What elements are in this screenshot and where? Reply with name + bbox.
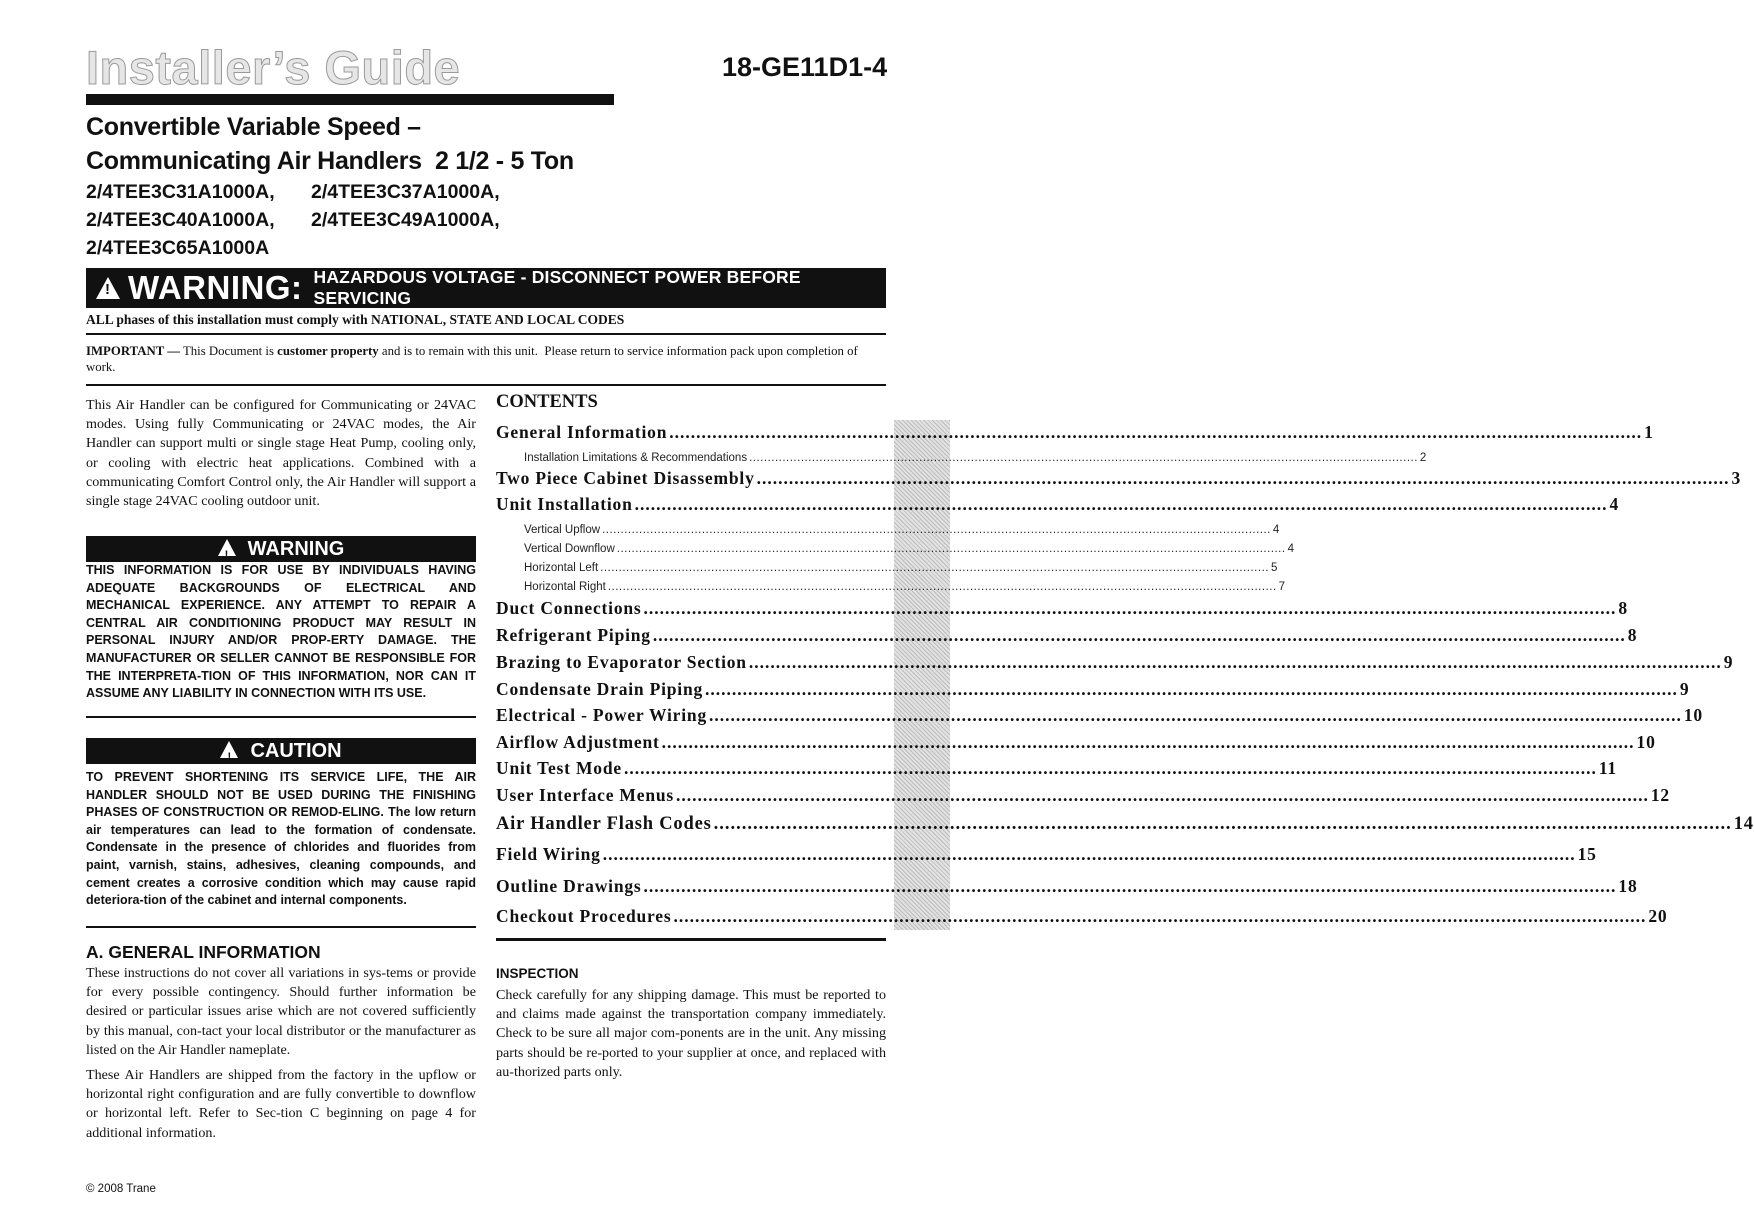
toc-entry-page: 1 xyxy=(1644,422,1654,442)
toc-entry[interactable] xyxy=(496,494,1620,515)
toc-leader-dots: ..................................................................................................................................................................................... xyxy=(713,814,1732,834)
product-title-line-1: Convertible Variable Speed – xyxy=(86,113,421,141)
warning-banner-text: HAZARDOUS VOLTAGE - DISCONNECT POWER BEFORE SERVICING xyxy=(313,267,801,308)
warning-box-title: WARNING xyxy=(247,538,345,560)
warning-banner-title: WARNING: xyxy=(128,269,303,306)
toc-subentry[interactable] xyxy=(496,524,1280,536)
toc-entry-label: Airflow Adjustment xyxy=(496,732,660,752)
warning-triangle-icon xyxy=(218,539,236,556)
toc-entry-page: 8 xyxy=(1618,598,1628,618)
toc-entry[interactable] xyxy=(496,468,1742,489)
toc-entry-label: Horizontal Right xyxy=(524,581,606,593)
toc-leader-dots: ..................................................................................................................................................................................... xyxy=(607,581,1277,593)
document-number: 18-GE11D1-4 xyxy=(722,52,888,82)
model-row xyxy=(86,234,500,262)
divider xyxy=(86,716,476,718)
toc-entry-label: Vertical Downflow xyxy=(524,543,615,555)
toc-entry-page: 10 xyxy=(1683,705,1703,725)
toc-entry-label: Horizontal Left xyxy=(524,562,599,574)
toc-leader-dots: ..................................................................................................................................................................................... xyxy=(634,494,1608,514)
toc-entry[interactable] xyxy=(496,652,1734,673)
toc-entry-page: 18 xyxy=(1618,876,1638,896)
toc-leader-dots: ..................................................................................................................................................................................... xyxy=(643,876,1617,896)
toc-entry-page: 8 xyxy=(1627,625,1638,645)
model-number: 2/4TEE3C49A1000A, xyxy=(311,209,500,231)
inspection-heading: INSPECTION xyxy=(496,966,579,981)
toc-entry-page: 9 xyxy=(1723,652,1734,672)
caution-box-title: CAUTION xyxy=(250,740,342,762)
warning-triangle-icon xyxy=(96,277,120,299)
toc-entry[interactable] xyxy=(496,876,1638,897)
model-list xyxy=(86,178,500,262)
toc-leader-dots: ..................................................................................................................................................................................... xyxy=(748,652,1722,672)
toc-leader-dots: ..................................................................................................................................................................................... xyxy=(709,705,1682,725)
toc-entry-page: 4 xyxy=(1272,524,1280,536)
toc-entry-label: Unit Installation xyxy=(496,494,633,514)
contents-title: CONTENTS xyxy=(496,392,598,412)
toc-entry-label: Outline Drawings xyxy=(496,876,642,896)
toc-entry[interactable] xyxy=(496,814,1754,835)
important-emphasis: customer property xyxy=(277,344,379,358)
important-text: This Document is xyxy=(180,344,278,358)
model-row xyxy=(86,206,500,234)
model-number: 2/4TEE3C31A1000A, xyxy=(86,181,275,203)
toc-entry-label: Brazing to Evaporator Section xyxy=(496,652,747,672)
important-text: and is to remain with this unit. Please return to service information pack upon completion of work. xyxy=(86,344,861,374)
toc-entry-page: 11 xyxy=(1598,758,1617,778)
toc-entry[interactable] xyxy=(496,844,1597,865)
toc-entry[interactable] xyxy=(496,758,1617,779)
toc-leader-dots: ..................................................................................................................................................................................... xyxy=(643,598,1617,618)
toc-leader-dots: ..................................................................................................................................................................................... xyxy=(705,679,1678,699)
caution-box-text: TO PREVENT SHORTENING ITS SERVICE LIFE, THE AIR HANDLER SHOULD NOT BE USED DURING THE FINISHING PHASES OF CONSTRUCTION OR REMOD-ELING. The low return air temperatures can lead to the formation of condensate. Condensate in the presence of chlorides and fluorides from paint, varnish, stains, adhesives, cleaning compounds, and cement creates a corrosive condition which may cause rapid deteriora-tion of the cabinet and internal components. xyxy=(86,770,476,908)
toc-entry-label: Installation Limitations & Recommendations xyxy=(524,452,748,464)
toc-entry-label: Unit Test Mode xyxy=(496,758,622,778)
toc-entry-label: User Interface Menus xyxy=(496,785,674,805)
section-body xyxy=(86,964,476,1149)
toc-subentry[interactable] xyxy=(496,581,1286,593)
toc-entry-page: 15 xyxy=(1577,844,1597,864)
toc-leader-dots: ..................................................................................................................................................................................... xyxy=(676,785,1649,805)
toc-leader-dots: ..................................................................................................................................................................................... xyxy=(616,543,1286,555)
warning-banner xyxy=(86,268,886,308)
toc-leader-dots: ..................................................................................................................................................................................... xyxy=(652,625,1626,645)
toc-leader-dots: ..................................................................................................................................................................................... xyxy=(602,524,1271,536)
caution-box-header xyxy=(86,738,476,764)
toc-entry-page: 12 xyxy=(1650,785,1670,805)
divider xyxy=(496,938,886,941)
model-row xyxy=(86,178,500,206)
toc-entry-page: 4 xyxy=(1609,494,1620,514)
toc-entry-label: Refrigerant Piping xyxy=(496,625,651,645)
toc-entry-page: 14 xyxy=(1733,814,1754,834)
toc-leader-dots: ..................................................................................................................................................................................... xyxy=(669,422,1643,442)
section-heading: A. GENERAL INFORMATION xyxy=(86,942,321,962)
model-number: 2/4TEE3C37A1000A, xyxy=(311,181,500,203)
toc-entry-label: Field Wiring xyxy=(496,844,601,864)
toc-entry-label: Checkout Procedures xyxy=(496,906,672,926)
toc-entry[interactable] xyxy=(496,906,1668,927)
toc-subentry[interactable] xyxy=(496,543,1294,555)
important-notice xyxy=(86,344,886,375)
toc-subentry[interactable] xyxy=(496,562,1278,574)
paragraph: These instructions do not cover all variations in sys-tems or provide for every possible contingency. Should further information be desired or particular issues arise which are not covered sufficiently by this manual, con-tact your local distributor or the manufacturer as listed on the Air Handler nameplate. xyxy=(86,965,476,1058)
product-title-line-2: Communicating Air Handlers 2 1/2 - 5 Ton xyxy=(86,147,574,175)
toc-entry[interactable] xyxy=(496,679,1690,700)
toc-entry-page: 2 xyxy=(1419,452,1427,464)
warning-box-header xyxy=(86,536,476,562)
toc-entry-page: 10 xyxy=(1636,732,1656,752)
toc-entry-label: Vertical Upflow xyxy=(524,524,601,536)
toc-entry[interactable] xyxy=(496,598,1628,619)
toc-entry-page: 9 xyxy=(1679,679,1690,699)
toc-entry-label: Duct Connections xyxy=(496,598,642,618)
toc-leader-dots: ..................................................................................................................................................................................... xyxy=(661,732,1635,752)
codes-notice: ALL phases of this installation must comply with NATIONAL, STATE AND LOCAL CODES xyxy=(86,312,625,327)
divider xyxy=(86,333,886,335)
inspection-text: Check carefully for any shipping damage. This must be reported to and claims made against the transportation company immediately. Check to be sure all major com-ponents are in the unit. Any missing parts should be re-ported to your supplier at once, and replaced with au-thorized parts only. xyxy=(496,987,886,1080)
toc-subentry[interactable] xyxy=(496,452,1427,464)
toc-entry[interactable] xyxy=(496,705,1703,726)
title-rule xyxy=(86,94,614,105)
product-title xyxy=(86,110,706,178)
divider xyxy=(86,384,886,386)
model-number: 2/4TEE3C65A1000A xyxy=(86,237,270,259)
toc-leader-dots: ..................................................................................................................................................................................... xyxy=(602,844,1576,864)
toc-entry[interactable] xyxy=(496,785,1670,806)
model-number: 2/4TEE3C40A1000A, xyxy=(86,209,275,231)
toc-leader-dots: ..................................................................................................................................................................................... xyxy=(673,906,1647,926)
intro-paragraph: This Air Handler can be configured for Communicating or 24VAC modes. Using fully Communicating or 24VAC modes, the Air Handler can support multi or single stage Heat Pump, cooling only, or cooling with electric heat applications. Combined with a communicating Comfort Control only, the Air Handler will support a single stage 24VAC cooling outdoor unit. xyxy=(86,397,476,510)
toc-leader-dots: ..................................................................................................................................................................................... xyxy=(600,562,1269,574)
toc-leader-dots: ..................................................................................................................................................................................... xyxy=(749,452,1418,464)
toc-leader-dots: ..................................................................................................................................................................................... xyxy=(756,468,1730,488)
toc-entry[interactable] xyxy=(496,422,1654,443)
toc-entry-label: Electrical - Power Wiring xyxy=(496,705,707,725)
warning-box-text: THIS INFORMATION IS FOR USE BY INDIVIDUALS HAVING ADEQUATE BACKGROUNDS OF ELECTRICAL AND MECHANICAL EXPERIENCE. ANY ATTEMPT TO REPAIR A CENTRAL AIR CONDITIONING PRODUCT MAY RESULT IN PERSONAL INJURY AND/OR PROP-ERTY DAMAGE. THE MANUFACTURER OR SELLER CANNOT BE RESPONSIBLE FOR THE INTERPRETA-TION OF THIS INFORMATION, NOR CAN IT ASSUME ANY LIABILITY IN CONNECTION WITH ITS USE. xyxy=(86,563,476,701)
toc-entry[interactable] xyxy=(496,732,1656,753)
important-label: IMPORTANT — xyxy=(86,344,180,358)
toc-entry-page: 4 xyxy=(1287,543,1294,555)
toc-leader-dots: ..................................................................................................................................................................................... xyxy=(623,758,1597,778)
paragraph: These Air Handlers are shipped from the factory in the upflow or horizontal right configuration and are fully convertible to downflow or horizontal left. Refer to Sec-tion C beginning on page 4 for additional information. xyxy=(86,1067,476,1141)
caution-triangle-icon xyxy=(220,741,238,758)
copyright: © 2008 Trane xyxy=(86,1183,156,1195)
toc-entry-label: Two Piece Cabinet Disassembly xyxy=(496,468,755,488)
divider xyxy=(86,926,476,928)
toc-entry-page: 7 xyxy=(1278,581,1286,593)
toc-entry-page: 5 xyxy=(1270,562,1278,574)
toc-entry-label: General Information xyxy=(496,422,668,442)
toc-entry-page: 3 xyxy=(1731,468,1742,488)
toc-entry-label: Condensate Drain Piping xyxy=(496,679,704,699)
toc-entry-page: 20 xyxy=(1648,906,1668,926)
toc-entry-label: Air Handler Flash Codes xyxy=(496,814,712,834)
guide-title: Installer’s Guide xyxy=(86,41,461,94)
toc-entry[interactable] xyxy=(496,625,1638,646)
